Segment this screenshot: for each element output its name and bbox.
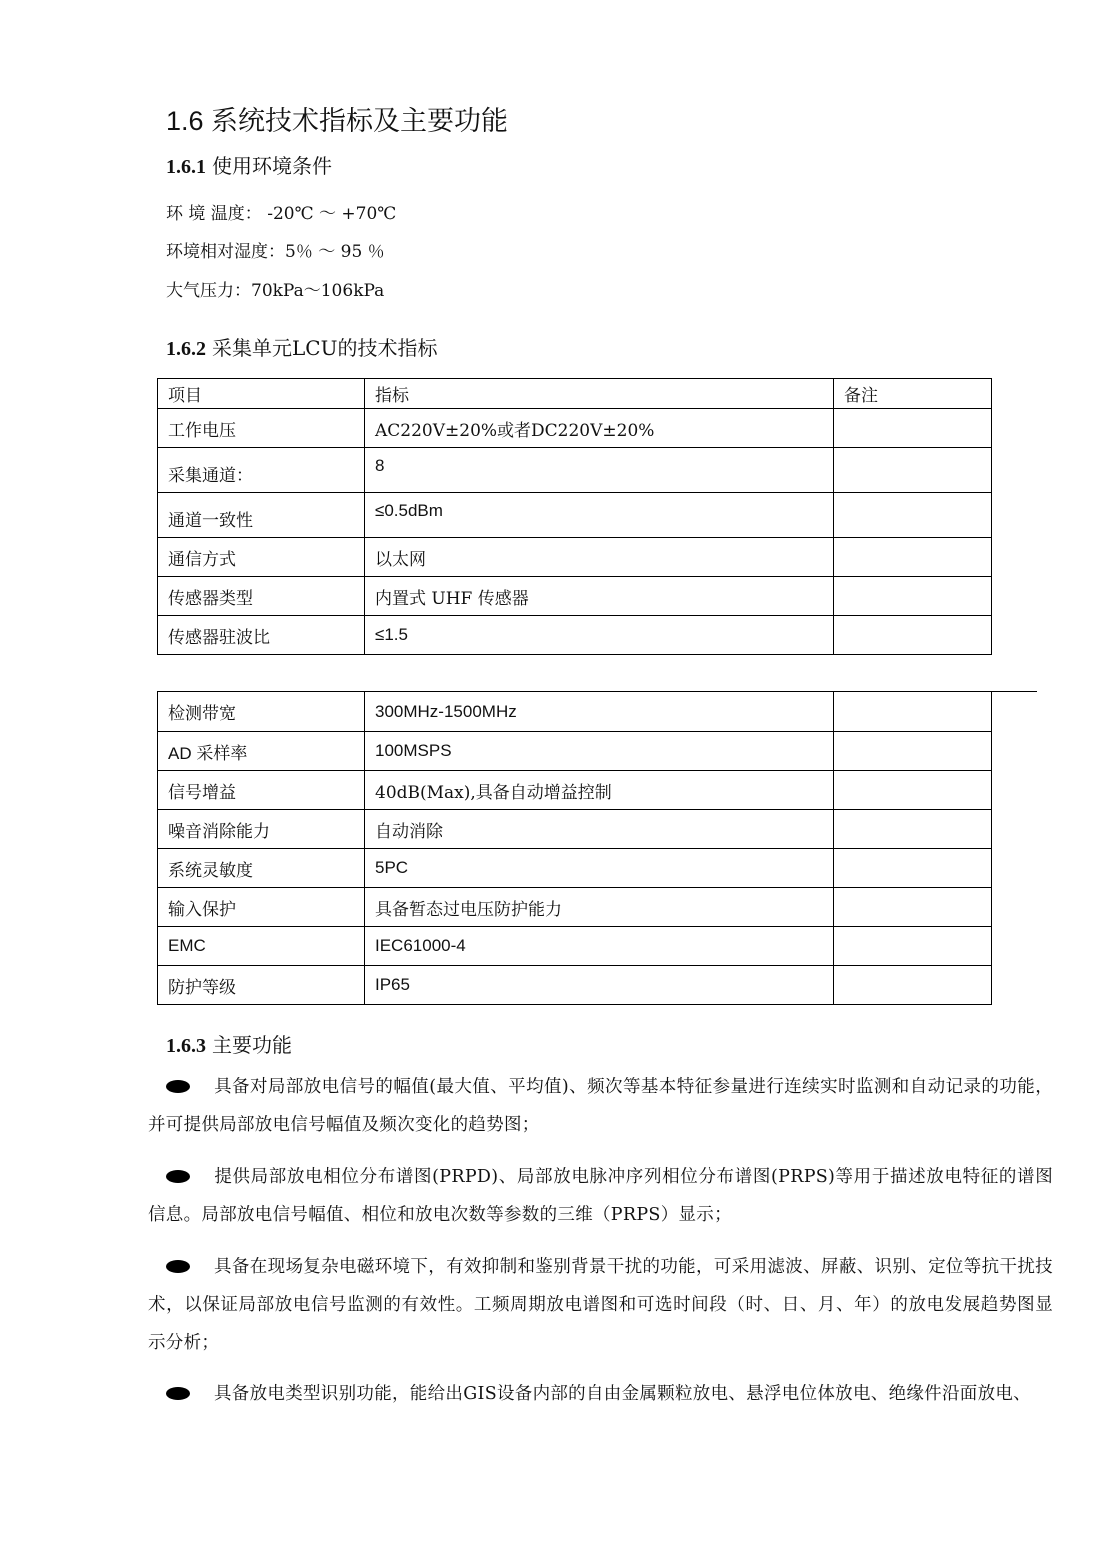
- table-cell-item: 检测带宽: [158, 692, 365, 732]
- function-item-2: [148, 1158, 1053, 1234]
- section-title: 1.6 系统技术指标及主要功能: [166, 106, 509, 136]
- table-row: [158, 616, 992, 655]
- table-cell-spec: IP65: [365, 966, 834, 1005]
- table-cell-spec: ≤0.5dBm: [365, 493, 834, 538]
- table-cell-item: AD 采样率: [158, 732, 365, 771]
- table-header-item: 项目: [158, 379, 365, 409]
- lcu-spec-table-1: [157, 378, 992, 655]
- table-cell-item: EMC: [158, 927, 365, 966]
- table-row: [158, 771, 992, 810]
- bullet-icon: [166, 1260, 190, 1273]
- function-item-text: 具备对局部放电信号的幅值(最大值、平均值)、频次等基本特征参量进行连续实时监测和自动记录的功能，并可提供局部放电信号幅值及频次变化的趋势图；: [148, 1077, 1053, 1135]
- functions-heading: [166, 1031, 292, 1060]
- function-item-text: 提供局部放电相位分布谱图(PRPD)、局部放电脉冲序列相位分布谱图(PRPS)等用于描述放电特征的谱图信息。局部放电信号幅值、相位和放电次数等参数的三维（PRPS）显示；: [148, 1167, 1053, 1225]
- table-cell-note: [834, 771, 992, 810]
- bullet-icon: [166, 1080, 190, 1093]
- table-cell-item: 系统灵敏度: [158, 849, 365, 888]
- table-row: [158, 538, 992, 577]
- table-cell-note: [834, 409, 992, 448]
- table-cell-note: [834, 927, 992, 966]
- table-header-spec: 指标: [365, 379, 834, 409]
- function-item-3: [148, 1248, 1053, 1362]
- table-cell-spec: AC220V±20%或者DC220V±20%: [365, 409, 834, 448]
- table-cell-note: [834, 966, 992, 1005]
- table-cell-item: 通信方式: [158, 538, 365, 577]
- table-cell-note: [834, 493, 992, 538]
- function-item-text: 具备放电类型识别功能，能给出GIS设备内部的自由金属颗粒放电、悬浮电位体放电、绝缘件沿面放电、: [214, 1384, 1031, 1404]
- env-heading-text: 使用环境条件: [212, 154, 332, 178]
- table-cell-note: [834, 692, 992, 732]
- lcu-spec-table-2: [157, 691, 992, 1005]
- table-row: [158, 692, 992, 732]
- table-row: [158, 849, 992, 888]
- env-pressure: 大气压力：70kPa～106kPa: [166, 281, 385, 301]
- table-cell-note: [834, 888, 992, 927]
- table-cell-spec: 自动消除: [365, 810, 834, 849]
- table-cell-note: [834, 616, 992, 655]
- function-item-text: 具备在现场复杂电磁环境下，有效抑制和鉴别背景干扰的功能，可采用滤波、屏蔽、识别、定位等抗干扰技术，以保证局部放电信号监测的有效性。工频周期放电谱图和可选时间段（时、日、月、年）的放电发展趋势图显示分析；: [148, 1257, 1053, 1353]
- table-row: [158, 409, 992, 448]
- table-cell-note: [834, 810, 992, 849]
- table-cell-item: 传感器类型: [158, 577, 365, 616]
- table-cell-note: [834, 577, 992, 616]
- table-cell-item: 信号增益: [158, 771, 365, 810]
- table-cell-spec: 5PC: [365, 849, 834, 888]
- table-cell-item: 噪音消除能力: [158, 810, 365, 849]
- table-row: [158, 493, 992, 538]
- table-cell-item: 防护等级: [158, 966, 365, 1005]
- table-header-row: [158, 379, 992, 409]
- table-cell-spec: 8: [365, 448, 834, 493]
- lcu-heading-number: 1.6.2: [166, 338, 206, 360]
- function-item-1: [148, 1068, 1053, 1144]
- table-cell-spec: 内置式 UHF 传感器: [365, 577, 834, 616]
- functions-heading-number: 1.6.3: [166, 1035, 206, 1057]
- env-heading-number: 1.6.1: [166, 156, 206, 178]
- env-temperature: 环 境 温度： -20℃ ～ +70℃: [166, 204, 397, 224]
- table-cell-item: 传感器驻波比: [158, 616, 365, 655]
- table-row: [158, 966, 992, 1005]
- table-cell-note: [834, 849, 992, 888]
- table-row: [158, 732, 992, 771]
- table-cell-note: [834, 448, 992, 493]
- table-row: [158, 888, 992, 927]
- function-item-4: [148, 1375, 1053, 1413]
- lcu-heading-text: 采集单元LCU的技术指标: [212, 336, 438, 360]
- table-cell-note: [834, 538, 992, 577]
- table-cell-spec: IEC61000-4: [365, 927, 834, 966]
- table-row: [158, 927, 992, 966]
- table-row: [158, 448, 992, 493]
- table-cell-item: 工作电压: [158, 409, 365, 448]
- table-cell-item: 采集通道：: [158, 448, 365, 493]
- functions-heading-text: 主要功能: [212, 1033, 292, 1057]
- table-cell-spec: 以太网: [365, 538, 834, 577]
- table-cell-spec: 100MSPS: [365, 732, 834, 771]
- table-row: [158, 577, 992, 616]
- table-cell-item: 通道一致性: [158, 493, 365, 538]
- table-cell-spec: 40dB(Max),具备自动增益控制: [365, 771, 834, 810]
- lcu-heading: [166, 334, 437, 363]
- table-cell-spec: 300MHz-1500MHz: [365, 692, 834, 732]
- bullet-icon: [166, 1170, 190, 1183]
- bullet-icon: [166, 1387, 190, 1400]
- table-row: [158, 810, 992, 849]
- table-extension-line: [990, 691, 1037, 692]
- table-cell-spec: 具备暂态过电压防护能力: [365, 888, 834, 927]
- table-cell-note: [834, 732, 992, 771]
- table-cell-spec: ≤1.5: [365, 616, 834, 655]
- env-humidity: 环境相对湿度：5％ ～ 95 ％: [166, 242, 385, 262]
- env-heading: [166, 152, 332, 181]
- table-header-note: 备注: [834, 379, 992, 409]
- table-cell-item: 输入保护: [158, 888, 365, 927]
